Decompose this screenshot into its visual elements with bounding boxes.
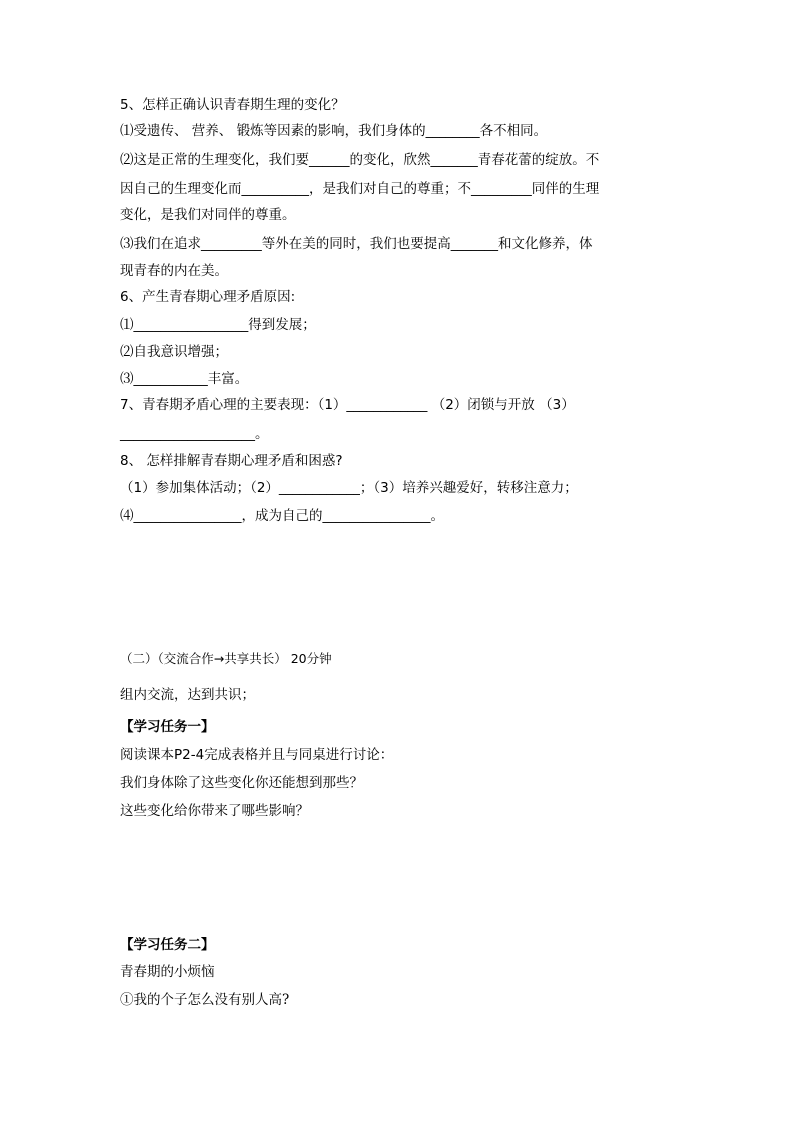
q8-point-2: ⑷________________，成为自己的________________。 bbox=[120, 508, 444, 524]
q6-title: 6、产生青春期心理矛盾原因: bbox=[120, 289, 296, 305]
q6-point-2: ⑵自我意识增强； bbox=[120, 344, 228, 360]
task-1-line-3: 这些变化给你带来了哪些影响？ bbox=[120, 803, 309, 819]
task-2-line-1: 青春期的小烦恼 bbox=[120, 964, 215, 980]
task-2-line-2: ①我的个子怎么没有别人高? bbox=[120, 992, 290, 1008]
q5-point-3b: 现青春的内在美。 bbox=[120, 263, 228, 279]
q8-point-1: （1）参加集体活动；（2）____________；（3）培养兴趣爱好，转移注意力； bbox=[120, 480, 578, 496]
q5-point-2c: 变化，是我们对同伴的尊重。 bbox=[120, 207, 296, 223]
q5-point-2b: 因自己的生理变化而__________，是我们对自己的尊重；不_________同伴的生理 bbox=[120, 181, 600, 197]
section-2-intro: 组内交流，达到共识； bbox=[120, 687, 255, 703]
q7-line-2: ____________________。 bbox=[120, 426, 269, 442]
section-2-heading: （二）（交流合作→共享共长） 20分钟 bbox=[120, 651, 332, 666]
q6-point-1: ⑴_________________得到发展； bbox=[120, 317, 316, 333]
task-2-title: 【学习任务二】 bbox=[120, 937, 215, 953]
q5-title: 5、怎样正确认识青春期生理的变化？ bbox=[120, 97, 345, 113]
q5-point-1: ⑴受遗传、 营养、 锻炼等因素的影响，我们身体的________各不相同。 bbox=[120, 123, 548, 139]
task-1-line-1: 阅读课本P2-4完成表格并且与同桌进行讨论： bbox=[120, 747, 394, 763]
q5-point-3a: ⑶我们在追求_________等外在美的同时，我们也要提高_______和文化修养，体 bbox=[120, 236, 593, 252]
q5-point-2a: ⑵这是正常的生理变化，我们要______的变化，欣然_______青春花蕾的绽放。不 bbox=[120, 152, 600, 168]
q6-point-3: ⑶___________丰富。 bbox=[120, 371, 249, 387]
task-1-title: 【学习任务一】 bbox=[120, 719, 215, 735]
task-1-line-2: 我们身体除了这些变化你还能想到那些？ bbox=[120, 775, 363, 791]
q7-line-1: 7、青春期矛盾心理的主要表现：（1）____________ （2）闭锁与开放 （3） bbox=[120, 397, 575, 413]
q8-title: 8、 怎样排解青春期心理矛盾和困惑? bbox=[120, 453, 343, 469]
